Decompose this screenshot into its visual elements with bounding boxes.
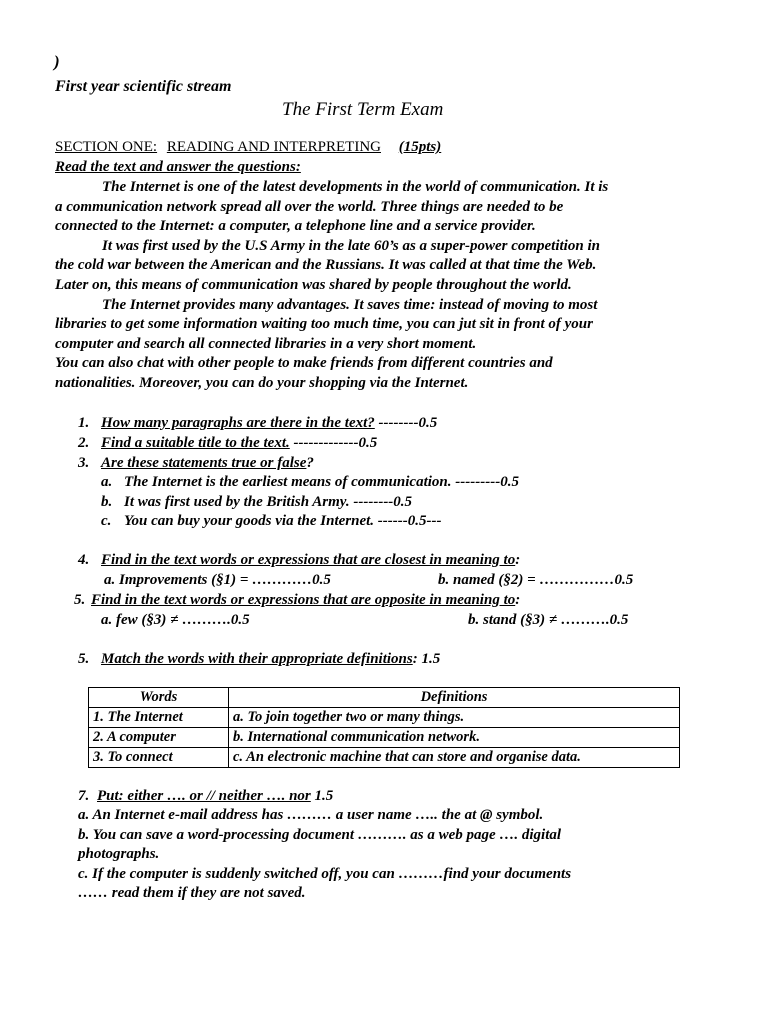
passage-line: nationalities. Moreover, you can do your shopping via the Internet. — [55, 374, 469, 391]
question-5a: a. few (§3) ≠ ……….0.5 — [101, 612, 250, 628]
passage-line: The Internet is one of the latest developments in the world of communication. It is — [102, 179, 609, 195]
question-5: 5. Find in the text words or expressions that are opposite in meaning to: — [74, 592, 521, 608]
question-7: 7. Put: either …. or // neither …. nor 1.5 — [78, 788, 334, 804]
question-2: 2. Find a suitable title to the text. -------------0.5 — [78, 435, 378, 451]
question-7b: b. You can save a word-processing document ………. as a web page …. digital — [78, 827, 562, 843]
passage-line: Later on, this means of communication was shared by people throughout the world. — [55, 276, 572, 293]
passage-line: You can also chat with other people to make friends from different countries and — [55, 355, 553, 372]
table-row — [89, 748, 680, 768]
table-cell: 1. The Internet — [89, 708, 229, 728]
table-cell: b. International communication network. — [229, 728, 680, 748]
table-cell: 2. A computer — [89, 728, 229, 748]
exam-title: The First Term Exam — [282, 99, 444, 120]
section-label: SECTION ONE: — [55, 139, 158, 155]
question-4a: a. Improvements (§1) = …………0.5 — [104, 572, 331, 588]
passage-line: the cold war between the American and the Russians. It was called at that time the Web. — [55, 257, 597, 274]
table-header: Definitions — [229, 688, 680, 708]
table-cell: c. An electronic machine that can store and organise data. — [229, 748, 680, 768]
question-3: 3. Are these statements true or false? — [78, 455, 314, 471]
question-4b: b. named (§2) = ……………0.5 — [438, 572, 634, 588]
passage-line: connected to the Internet: a computer, a telephone line and a service provider. — [55, 218, 536, 235]
table-cell: 3. To connect — [89, 748, 229, 768]
table-row — [89, 728, 680, 748]
question-7b-cont: photographs. — [78, 846, 160, 862]
section-name: READING AND INTERPRETING — [166, 139, 381, 155]
passage-line: computer and search all connected libraries in a very short moment. — [55, 335, 477, 352]
question-7c-cont: …… read them if they are not saved. — [78, 885, 306, 901]
table-cell: a. To join together two or many things. — [229, 708, 680, 728]
table-header-row — [89, 688, 680, 708]
passage-line: It was first used by the U.S Army in the late 60’s as a super-power competition in — [102, 237, 600, 254]
question-3b: b. It was first used by the British Army. --------0.5 — [101, 494, 413, 510]
question-4: 4. Find in the text words or expressions that are closest in meaning to: — [78, 552, 521, 568]
table-header: Words — [89, 688, 229, 708]
stray-parenthesis: ) — [54, 52, 60, 71]
question-match: 5. Match the words with their appropriate definitions: 1.5 — [78, 651, 441, 667]
matching-table — [88, 687, 680, 768]
section-points: (15pts) — [398, 139, 442, 155]
table-row — [89, 708, 680, 728]
reading-passage — [55, 178, 715, 394]
question-7a: a. An Internet e-mail address has ……… a user name ….. the at @ symbol. — [78, 807, 544, 823]
question-5b: b. stand (§3) ≠ ……….0.5 — [468, 612, 629, 628]
question-3c: c. You can buy your goods via the Internet. ------0.5--- — [101, 513, 442, 529]
stream-label: First year scientific stream — [55, 78, 232, 95]
passage-line: libraries to get some information waiting too much time, you can jut sit in front of your — [55, 316, 593, 333]
question-3a: a. The Internet is the earliest means of communication. ---------0.5 — [101, 474, 519, 490]
reading-instruction: Read the text and answer the questions: — [55, 159, 301, 175]
section-heading — [55, 138, 441, 158]
question-1: 1. How many paragraphs are there in the text? --------0.5 — [78, 415, 438, 431]
passage-line: The Internet provides many advantages. It saves time: instead of moving to most — [102, 296, 598, 313]
passage-line: a communication network spread all over the world. Three things are needed to be — [55, 198, 564, 215]
question-7c: c. If the computer is suddenly switched off, you can ………find your documents — [78, 866, 572, 882]
